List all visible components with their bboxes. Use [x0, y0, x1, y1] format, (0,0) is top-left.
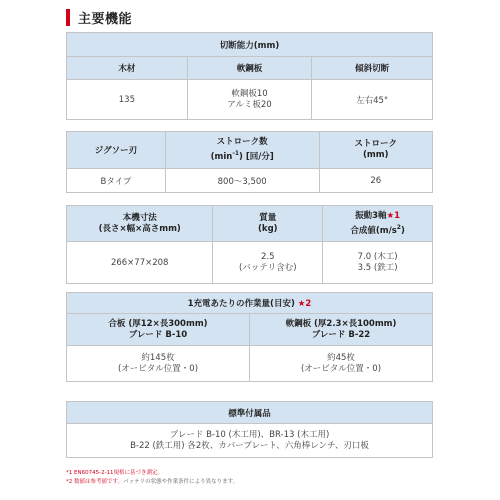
steel-sheet-count: 約45枚 [327, 352, 355, 363]
note-mark-1: ★1 [386, 210, 401, 221]
aluminum-line: アルミ板20 [227, 99, 272, 110]
work-amount-table [66, 292, 433, 382]
plywood-blade: ブレード B-10 [128, 329, 188, 340]
weight-note: (バッテリ含む) [238, 262, 297, 273]
wood-value: 135 [67, 80, 188, 120]
note-mark-2: ★2 [297, 299, 312, 309]
cutting-capacity-table [66, 32, 433, 120]
bevel-value: 左右45° [312, 80, 433, 120]
steel-sheet-header [250, 314, 433, 346]
vibration-wood: 7.0 (木工) [357, 251, 398, 262]
weight-value [213, 242, 323, 284]
vibration-steel: 3.5 (鉄工) [357, 262, 398, 273]
steel-sheet-orbital: (オービタル位置・0) [300, 363, 382, 374]
weight-label: 質量 [259, 212, 277, 223]
dimensions-label: 本機寸法 [122, 212, 157, 223]
steel-line: 軟鋼板10 [231, 88, 268, 99]
vibration-header [323, 206, 433, 242]
stroke-length-header [319, 132, 432, 169]
stroke-rate-header [165, 132, 319, 169]
plywood-value [67, 346, 250, 382]
weight-header [213, 206, 323, 242]
dimensions-value: 266×77×208 [67, 242, 213, 284]
plywood-header [67, 314, 250, 346]
dimensions-table [66, 205, 433, 284]
blade-type-value: Bタイプ [67, 169, 166, 193]
col-mild-steel: 軟鋼板 [187, 57, 311, 80]
stroke-length-value: 26 [319, 169, 432, 193]
dimensions-unit: (長さ×幅×高さmm) [98, 223, 181, 234]
steel-value [187, 80, 311, 120]
title-accent-bar [66, 9, 70, 26]
cutting-capacity-header: 切断能力(mm) [67, 33, 433, 57]
stroke-rate-unit: $(\min^{-1})$ [回/分] [210, 150, 274, 162]
vibration-label: 振動3軸★1 [355, 210, 401, 221]
accessories-line-1: ブレード B-10 (木工用)、BR-13 (木工用) [169, 429, 330, 440]
dimensions-header [67, 206, 213, 242]
footnote-2: *2 数値は参考値です。バッテリの状態や作業条件により異なります。 [66, 479, 239, 485]
section-title [66, 7, 132, 27]
stroke-table [66, 131, 433, 193]
accessories-value [67, 424, 433, 458]
work-amount-header: 1充電あたりの作業量(目安) ★2 [67, 293, 433, 314]
vibration-unit: 合成値$(m/s^2)$ [350, 223, 405, 236]
weight-number: 2.5 [261, 251, 275, 262]
stroke-length-label: ストローク [354, 139, 398, 149]
plywood-orbital: (オービタル位置・0) [117, 363, 199, 374]
stroke-rate-value: 800～3,500 [165, 169, 319, 193]
footnote-1: *1 EN60745-2-11規格に基づき測定。 [66, 470, 164, 476]
stroke-length-unit: (mm) [363, 150, 389, 160]
accessories-table [66, 401, 433, 458]
weight-unit: (kg) [258, 223, 278, 234]
steel-sheet-label: 軟鋼板 (厚2.3×長100mm) [285, 318, 397, 329]
accessories-header: 標準付属品 [67, 402, 433, 424]
plywood-count: 約145枚 [141, 352, 175, 363]
page-title: 主要機能 [78, 11, 133, 27]
col-bevel-cut: 傾斜切断 [312, 57, 433, 80]
footnotes [66, 469, 238, 487]
accessories-line-2: B-22 (鉄工用) 各2枚、カバープレート、六角棒レンチ、刃口板 [130, 440, 369, 451]
blade-header: ジグソー刃 [67, 132, 166, 169]
stroke-rate-label: ストローク数 [216, 137, 268, 148]
vibration-value [323, 242, 433, 284]
col-wood: 木材 [67, 57, 188, 80]
plywood-label: 合板 (厚12×長300mm) [108, 318, 208, 329]
steel-sheet-blade: ブレード B-22 [311, 329, 371, 340]
steel-sheet-value [250, 346, 433, 382]
